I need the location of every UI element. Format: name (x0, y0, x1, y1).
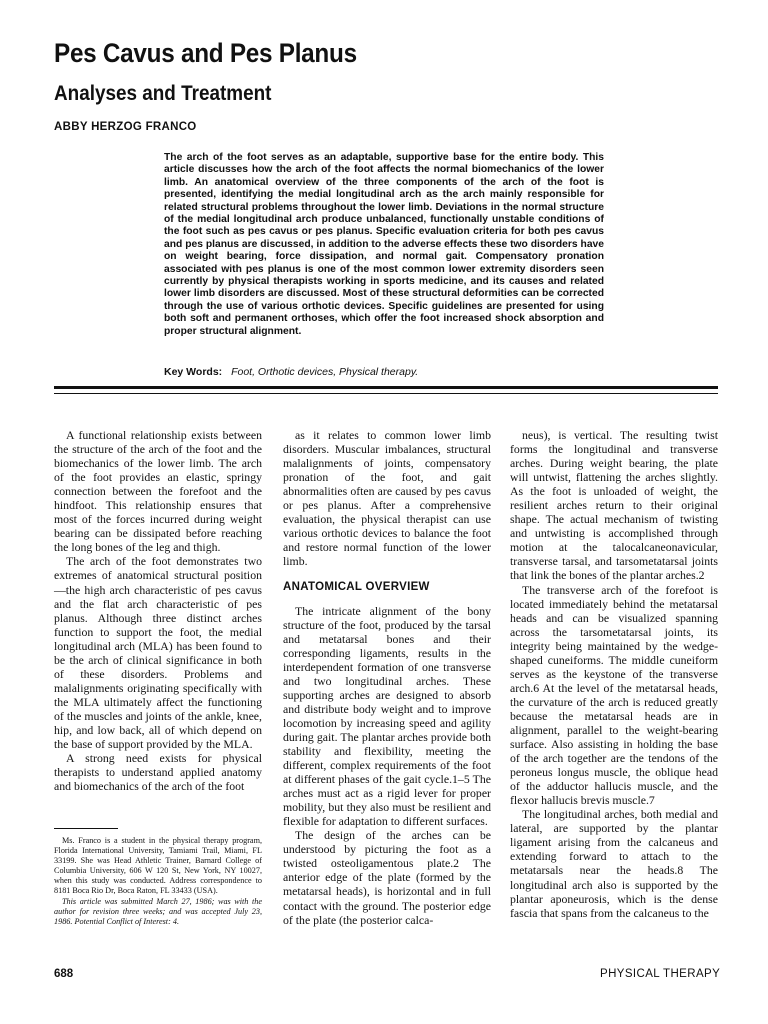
paragraph: The arch of the foot demonstrates two extremes of anatomical structural position—the high arch characteristic of pes cavus and the flat arch characteristic of pes planus. Although three distinct arches function to support the foot, the medial longitudinal arch (MLA) has been found to be the arch of clinical significance in both of these disorders. Problems and malalignments originating specifically with the MLA ultimately affect the functioning of the muscles and joints of the ankle, knee, hip, and low back, all of which depend on the base of support provided by the MLA. (54, 554, 262, 752)
section-heading: ANATOMICAL OVERVIEW (283, 581, 430, 594)
keywords-label: Key Words: (164, 366, 223, 378)
paragraph: The longitudinal arches, both medial and lateral, are supported by the plantar ligament arising from the calcaneus and extending forward to attach to the metatarsals near the heads.8 The longitudinal arch also is supported by the plantar aponeurosis, which is the dense fascia that spans from the calcaneus to the (510, 807, 718, 920)
footnote-divider (54, 828, 118, 829)
keywords-terms: Foot, Orthotic devices, Physical therapy. (231, 366, 419, 378)
body-column-3 (510, 428, 718, 920)
paragraph: The intricate alignment of the bony structure of the foot, produced by the tarsal and metatarsal bones and their corresponding ligaments, results in the interdependent formation of one transverse and two longitudinal arches. These supporting arches are designed to absorb and distribute body weight and to improve locomotion by increasing speed and agility during gait. The plantar arches provide both stability and flexibility, meeting the different, complex requirements of the foot at different phases of the gait cycle.1–5 The arches must act as a rigid lever for proper mobility, but they also must be resilient and flexible for adaptation to different surfaces. (283, 603, 491, 829)
journal-name: PHYSICAL THERAPY (600, 968, 721, 980)
header-divider-thin (54, 393, 718, 394)
paragraph: as it relates to common lower limb disorders. Muscular imbalances, structural malalignments of joints, compensatory pronation of the foot, and gait abnormalities often are caused by pes cavus or pes planus. After a comprehensive evaluation, the physical therapist can use various orthotic devices to balance the foot and restore normal function of the lower limb. (283, 428, 491, 569)
header-divider-thick (54, 386, 718, 389)
page-number: 688 (54, 968, 74, 980)
paragraph: A strong need exists for physical therapists to understand applied anatomy and biomechanics of the arch of the foot (54, 751, 262, 794)
body-column-1 (54, 428, 262, 793)
article-title: Pes Cavus and Pes Planus (54, 38, 357, 68)
author-footnote (54, 836, 262, 927)
paragraph: The design of the arches can be understood by picturing the foot as a twisted osteoligamentous plate.2 The anterior edge of the plate (formed by the metatarsal heads), is horizontal and in full contact with the ground. The posterior edge of the plate (the posterior calca- (283, 828, 491, 927)
abstract: The arch of the foot serves as an adaptable, supportive base for the entire body. This article discusses how the arch of the foot affects the normal biomechanics of the lower limb. An anatomical overview of the three components of the arch of the foot is presented, identifying the medial longitudinal arch as the arch mainly responsible for related structural problems throughout the lower limb. Deviations in the normal structure of the medial longitudinal arch produce unbalanced, functionally unstable conditions of the foot such as pes cavus or pes planus. Specific evaluation criteria for both pes cavus and pes planus are discussed, in addition to the adverse effects these two disorders have on weight bearing, force dissipation, and normal gait. Compensatory pronation associated with pes planus is one of the most common lower extremity disorders seen currently by physical therapists working in sports medicine, and its causes and related lower limb disorders are discussed. Most of these structural deformities can be corrected through the use of various orthotic devices. Specific guidelines are presented for using both soft and permanent orthoses, which offer the foot increased shock absorption and proper structural alignment. (164, 152, 604, 337)
footnote-affiliation: Ms. Franco is a student in the physical therapy program, Florida International University, Tamiami Trail, Miami, FL 33199. She was Head Athletic Trainer, Barnard College of Columbia University, 606 W 120 St, New York, NY 10027, when this study was conducted. Address correspondence to 8181 Boca Rio Dr, Boca Raton, FL 33433 (USA). (54, 836, 262, 896)
article-subtitle: Analyses and Treatment (54, 82, 272, 105)
paragraph: A functional relationship exists between the structure of the arch of the foot and the biomechanics of the lower limb. The arch of the foot provides an elastic, springy connection between the forefoot and the hindfoot. This relationship ensures that most of the forces incurred during weight bearing can be dissipated before reaching the long bones of the leg and thigh. (54, 428, 262, 555)
author-name: ABBY HERZOG FRANCO (54, 121, 197, 133)
keywords (164, 366, 418, 378)
paragraph: neus), is vertical. The resulting twist forms the longitudinal and transverse arches. During weight bearing, the plate will untwist, flattening the arches slightly. As the foot is unloaded of weight, the resilient arches return to their original shape. The actual mechanism of twisting and untwisting is accomplished through motion at the talocalcaneonavicular, transverse tarsal, and tarsometatarsal joints that link the bones of the plantar arches.2 (510, 428, 718, 583)
footnote-submission: This article was submitted March 27, 1986; was with the author for revision three weeks; and was accepted July 23, 1986. Potential Conflict of Interest: 4. (54, 896, 262, 926)
paragraph: The transverse arch of the forefoot is located immediately behind the metatarsal heads and can be visualized spanning across the tarsometatarsal joints, its integrity being maintained by the wedge-shaped cuneiforms. The middle cuneiform serves as the keystone of the transverse arch.6 At the level of the metatarsal heads, the curvature of the arch is reduced greatly because the metatarsal heads are in alignment, parallel to the weight-bearing surface. Also assisting in holding the base of the arch together are the tendons of the peroneus longus muscle, the oblique head of the adductor hallucis muscle, and the flexor hallucis brevis muscle.7 (510, 582, 718, 808)
body-column-2 (283, 428, 491, 927)
